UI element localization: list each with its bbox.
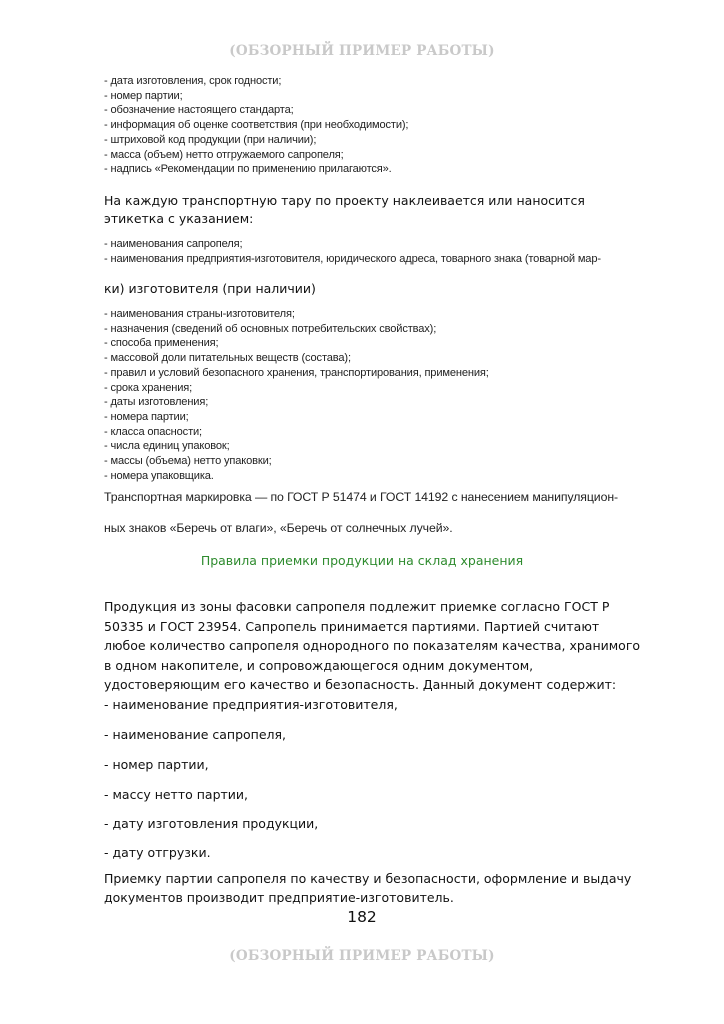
- marking-list-top: [104, 74, 684, 177]
- list-item: - назначения (сведений об основных потребительских свойствах);: [104, 322, 437, 335]
- document-item: - дату отгрузки.: [104, 845, 211, 860]
- list-item: - обозначение настоящего стандарта;: [104, 104, 294, 117]
- list-item: - числа единиц упаковок;: [104, 440, 230, 453]
- list-item: - даты изготовления;: [104, 396, 209, 409]
- list-item: - номера партии;: [104, 410, 189, 423]
- document-item: - номер партии,: [104, 757, 209, 772]
- list-item: - массовой доли питательных веществ (состава);: [104, 352, 351, 365]
- watermark-top: (ОБЗОРНЫЙ ПРИМЕР РАБОТЫ): [229, 43, 495, 59]
- section-heading: Правила приемки продукции на склад хранения: [200, 553, 524, 568]
- list-item: - надпись «Рекомендации по применению прилагаются».: [104, 163, 392, 176]
- document-item: - наименование сапропеля,: [104, 727, 287, 742]
- list-item: - срока хранения;: [104, 381, 193, 394]
- page-number: 182: [347, 908, 377, 926]
- label-continuation: ки) изготовителя (при наличии): [104, 281, 316, 296]
- transport-marking-line-2: ных знаков «Беречь от влаги», «Беречь от солнечных лучей».: [104, 521, 453, 535]
- label-list-a: [104, 237, 684, 266]
- tara-paragraph: На каждую транспортную тару по проекту наклеивается или наносится этикетка с указанием:: [104, 193, 585, 226]
- document-item: - дату изготовления продукции,: [104, 816, 319, 831]
- list-item: - дата изготовления, срок годности;: [104, 75, 282, 87]
- list-item: - наименования предприятия-изготовителя, юридического адреса, товарного знака (товарной мар-: [104, 252, 601, 265]
- list-item: - класса опасности;: [104, 425, 202, 438]
- list-item: - правил и условий безопасного хранения, транспортирования, применения;: [104, 366, 489, 379]
- list-item: - номер партии;: [104, 89, 183, 102]
- list-item: - номера упаковщика.: [104, 469, 214, 482]
- list-item: - способа применения;: [104, 337, 219, 350]
- document-item: - массу нетто партии,: [104, 787, 249, 802]
- document-item: - наименование предприятия-изготовителя,: [104, 697, 398, 712]
- list-item: - масса (объем) нетто отгружаемого сапропеля;: [104, 148, 344, 161]
- list-item: - информация об оценке соответствия (при необходимости);: [104, 119, 409, 132]
- final-paragraph: Приемку партии сапропеля по качеству и безопасности, оформление и выдачу документов производит предприятие-изготовитель.: [104, 871, 632, 905]
- list-item: - штриховой код продукции (при наличии);: [104, 133, 317, 146]
- transport-marking-line-1: Транспортная маркировка — по ГОСТ Р 51474 и ГОСТ 14192 с нанесением манипуляцион-: [104, 490, 619, 504]
- label-list-b: [104, 307, 684, 483]
- list-item: - наименования сапропеля;: [104, 238, 243, 250]
- watermark-bottom: (ОБЗОРНЫЙ ПРИМЕР РАБОТЫ): [229, 948, 495, 964]
- list-item: - наименования страны-изготовителя;: [104, 308, 295, 320]
- list-item: - массы (объема) нетто упаковки;: [104, 455, 272, 468]
- product-paragraph: Продукция из зоны фасовки сапропеля подлежит приемке согласно ГОСТ Р 50335 и ГОСТ 23954. Сапропель принимается партиями. Партией считают любое количество сапропеля однородного по показателям качества, хранимого в одном накопителе, и сопровождающегося одним документом, удостоверяющим его качество и безопасность. Данный документ содержит:: [104, 599, 641, 692]
